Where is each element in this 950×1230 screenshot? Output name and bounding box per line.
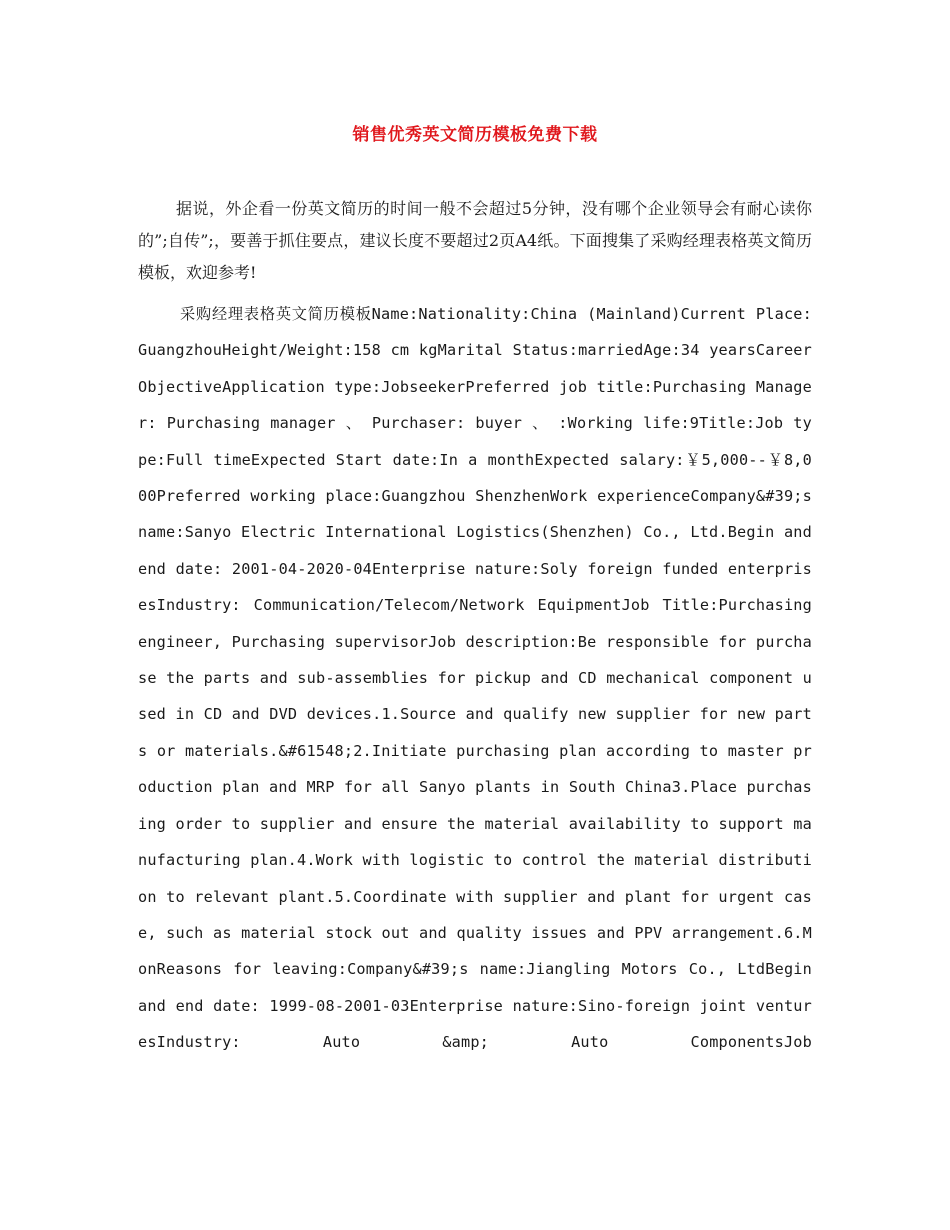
intro-paragraph: 据说，外企看一份英文简历的时间一般不会超过5分钟，没有哪个企业领导会有耐心读你的”;自传”;，要善于抓住要点，建议长度不要超过2页A4纸。下面搜集了采购经理表格英文简历模板，欢迎参考! (138, 199, 812, 282)
document-title: 销售优秀英文简历模板免费下载 (352, 125, 598, 145)
resume-body-paragraph: 采购经理表格英文简历模板Name:Nationality:China (Mainland)Current Place:GuangzhouHeight/Weight:158 cm kgMarital Status:marriedAge:34 yearsCareer ObjectiveApplication type:JobseekerPreferred job title:Purchasing Manager: Purchasing manager 、 Purchaser: buyer 、 :Working life:9Title:Job type:Full timeExpected Start date:In a monthExpected salary:￥5,000--￥8,000Preferred working place:Guangzhou ShenzhenWork experienceCompany&#39;s name:Sanyo Electric International Logistics(Shenzhen) Co., Ltd.Begin and end date: 2001-04-2020-04Enterprise nature:Soly foreign funded enterprisesIndustry: Communication/Telecom/Network EquipmentJob Title:Purchasing engineer, Purchasing supervisorJob description:Be responsible for purchase the parts and sub-assemblies for pickup and CD mechanical component used in CD and DVD devices.1.Source and qualify new supplier for new parts or materials.&#61548;2.Initiate purchasing plan according to master production plan and MRP for all Sanyo plants in South China3.Place purchasing order to supplier and ensure the material availability to support manufacturing plan.4.Work with logistic to control the material distribution to relevant plant.5.Coordinate with supplier and plant for urgent case, such as material stock out and quality issues and PPV arrangement.6.MonReasons for leaving:Company&#39;s name:Jiangling Motors Co., LtdBegin and end date: 1999-08-2001-03Enterprise nature:Sino-foreign joint venturesIndustry: Auto &amp; Auto ComponentsJob (138, 305, 812, 1052)
